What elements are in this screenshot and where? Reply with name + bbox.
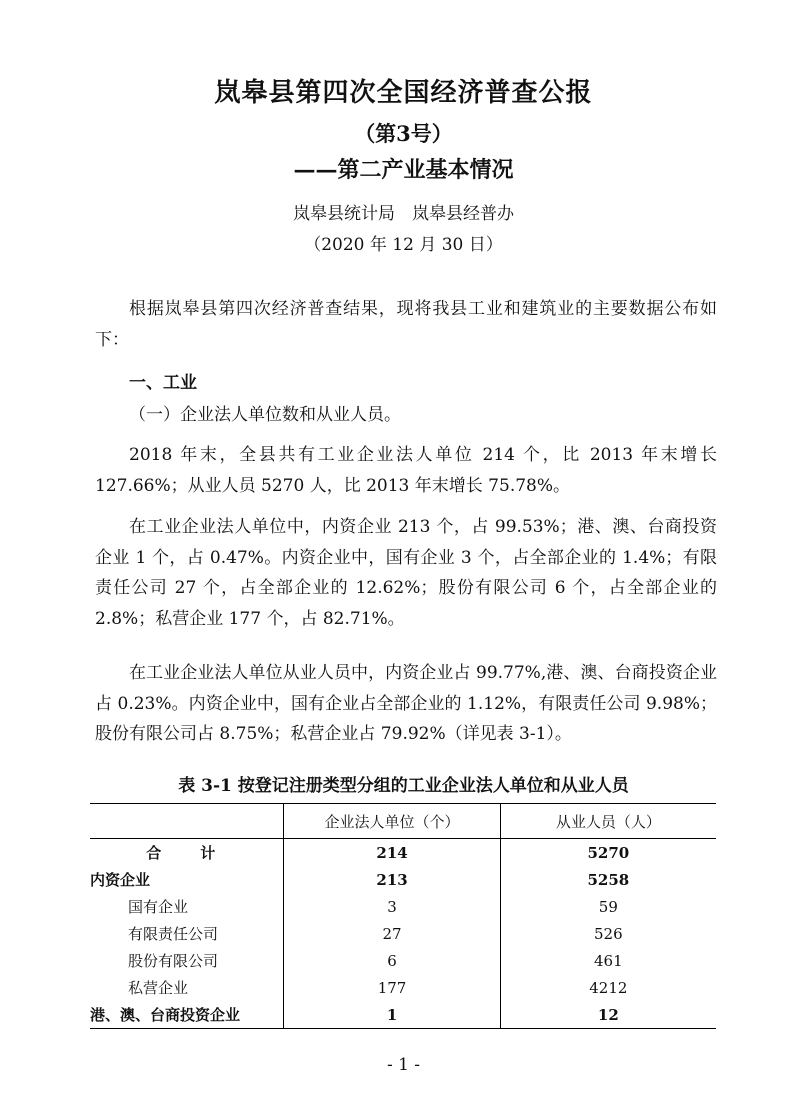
row-employees: 5270 (500, 839, 716, 867)
row-label: 有限责任公司 (128, 925, 219, 943)
row-employees: 59 (500, 893, 716, 920)
row-employees: 461 (500, 947, 716, 974)
row-label: 港、澳、台商投资企业 (90, 1001, 284, 1029)
table-header-blank (90, 804, 284, 839)
row-units: 3 (284, 893, 500, 920)
table-header-units: 企业法人单位（个） (284, 804, 500, 839)
paragraph-2018-totals (95, 440, 717, 501)
row-employees: 526 (500, 920, 716, 947)
row-label: 股份有限公司 (128, 952, 219, 970)
row-units: 214 (284, 839, 500, 867)
table-row (90, 947, 716, 974)
subsection-heading (95, 400, 717, 431)
row-units: 177 (284, 974, 500, 1001)
row-units: 213 (284, 866, 500, 893)
table-row (90, 974, 716, 1001)
row-employees: 5258 (500, 866, 716, 893)
table-row (90, 866, 716, 893)
paragraph-unit-composition (95, 512, 717, 634)
table-row (90, 893, 716, 920)
table-header-row (90, 804, 716, 839)
table-title: 表 3-1 按登记注册类型分组的工业企业法人单位和从业人员 (178, 776, 629, 796)
bulletin-title: 岚皋县第四次全国经济普查公报 (214, 78, 593, 108)
row-units: 6 (284, 947, 500, 974)
intro-text: 根据岚皋县第四次经济普查结果，现将我县工业和建筑业的主要数据公布如下： (95, 299, 717, 350)
row-label: 合 计 (146, 844, 228, 862)
row-label: 国有企业 (128, 898, 189, 916)
row-employees: 12 (500, 1001, 716, 1029)
bulletin-number: （第3号） (354, 121, 453, 146)
table-header-employees: 从业人员（人） (500, 804, 716, 839)
paragraph-employee-composition (95, 658, 717, 750)
intro-paragraph (95, 294, 717, 355)
issue-date: （2020 年 12 月 30 日） (304, 235, 503, 255)
section-heading-text: 一、工业 (129, 373, 197, 393)
row-units: 1 (284, 1001, 500, 1029)
table-row (90, 839, 716, 867)
statistics-table (90, 803, 716, 1029)
page-number: - 1 - (386, 1055, 421, 1075)
bulletin-subtitle: ——第二产业基本情况 (293, 157, 514, 183)
row-units: 27 (284, 920, 500, 947)
row-label: 私营企业 (128, 979, 189, 997)
paragraph-text: 在工业企业法人单位中，内资企业 213 个，占 99.53%；港、澳、台商投资企业 1 个，占 0.47%。内资企业中，国有企业 3 个，占全部企业的 1.4%；有限责任公司 27 个，占全部企业的 12.62%；股份有限公司 6 个，占全部企业的 2.8%；私营企业 177 个，占 82.71%。 (95, 517, 717, 629)
paragraph-text: 2018 年末，全县共有工业企业法人单位 214 个，比 2013 年末增长 127.66%；从业人员 5270 人，比 2013 年末增长 75.78%。 (95, 445, 717, 496)
table-row (90, 920, 716, 947)
row-employees: 4212 (500, 974, 716, 1001)
issuing-organization: 岚皋县统计局 岚皋县经普办 (293, 204, 514, 224)
section-heading-industry (95, 368, 717, 399)
row-label: 内资企业 (90, 871, 151, 889)
paragraph-text: 在工业企业法人单位从业人员中，内资企业占 99.77%,港、澳、台商投资企业占 0.23%。内资企业中，国有企业占全部企业的 1.12%，有限责任公司 9.98%；股份有限公司占 8.75%；私营企业占 79.92%（详见表 3-1）。 (95, 663, 717, 744)
table-row (90, 1001, 716, 1029)
subsection-heading-text: （一）企业法人单位数和从业人员。 (129, 405, 401, 425)
